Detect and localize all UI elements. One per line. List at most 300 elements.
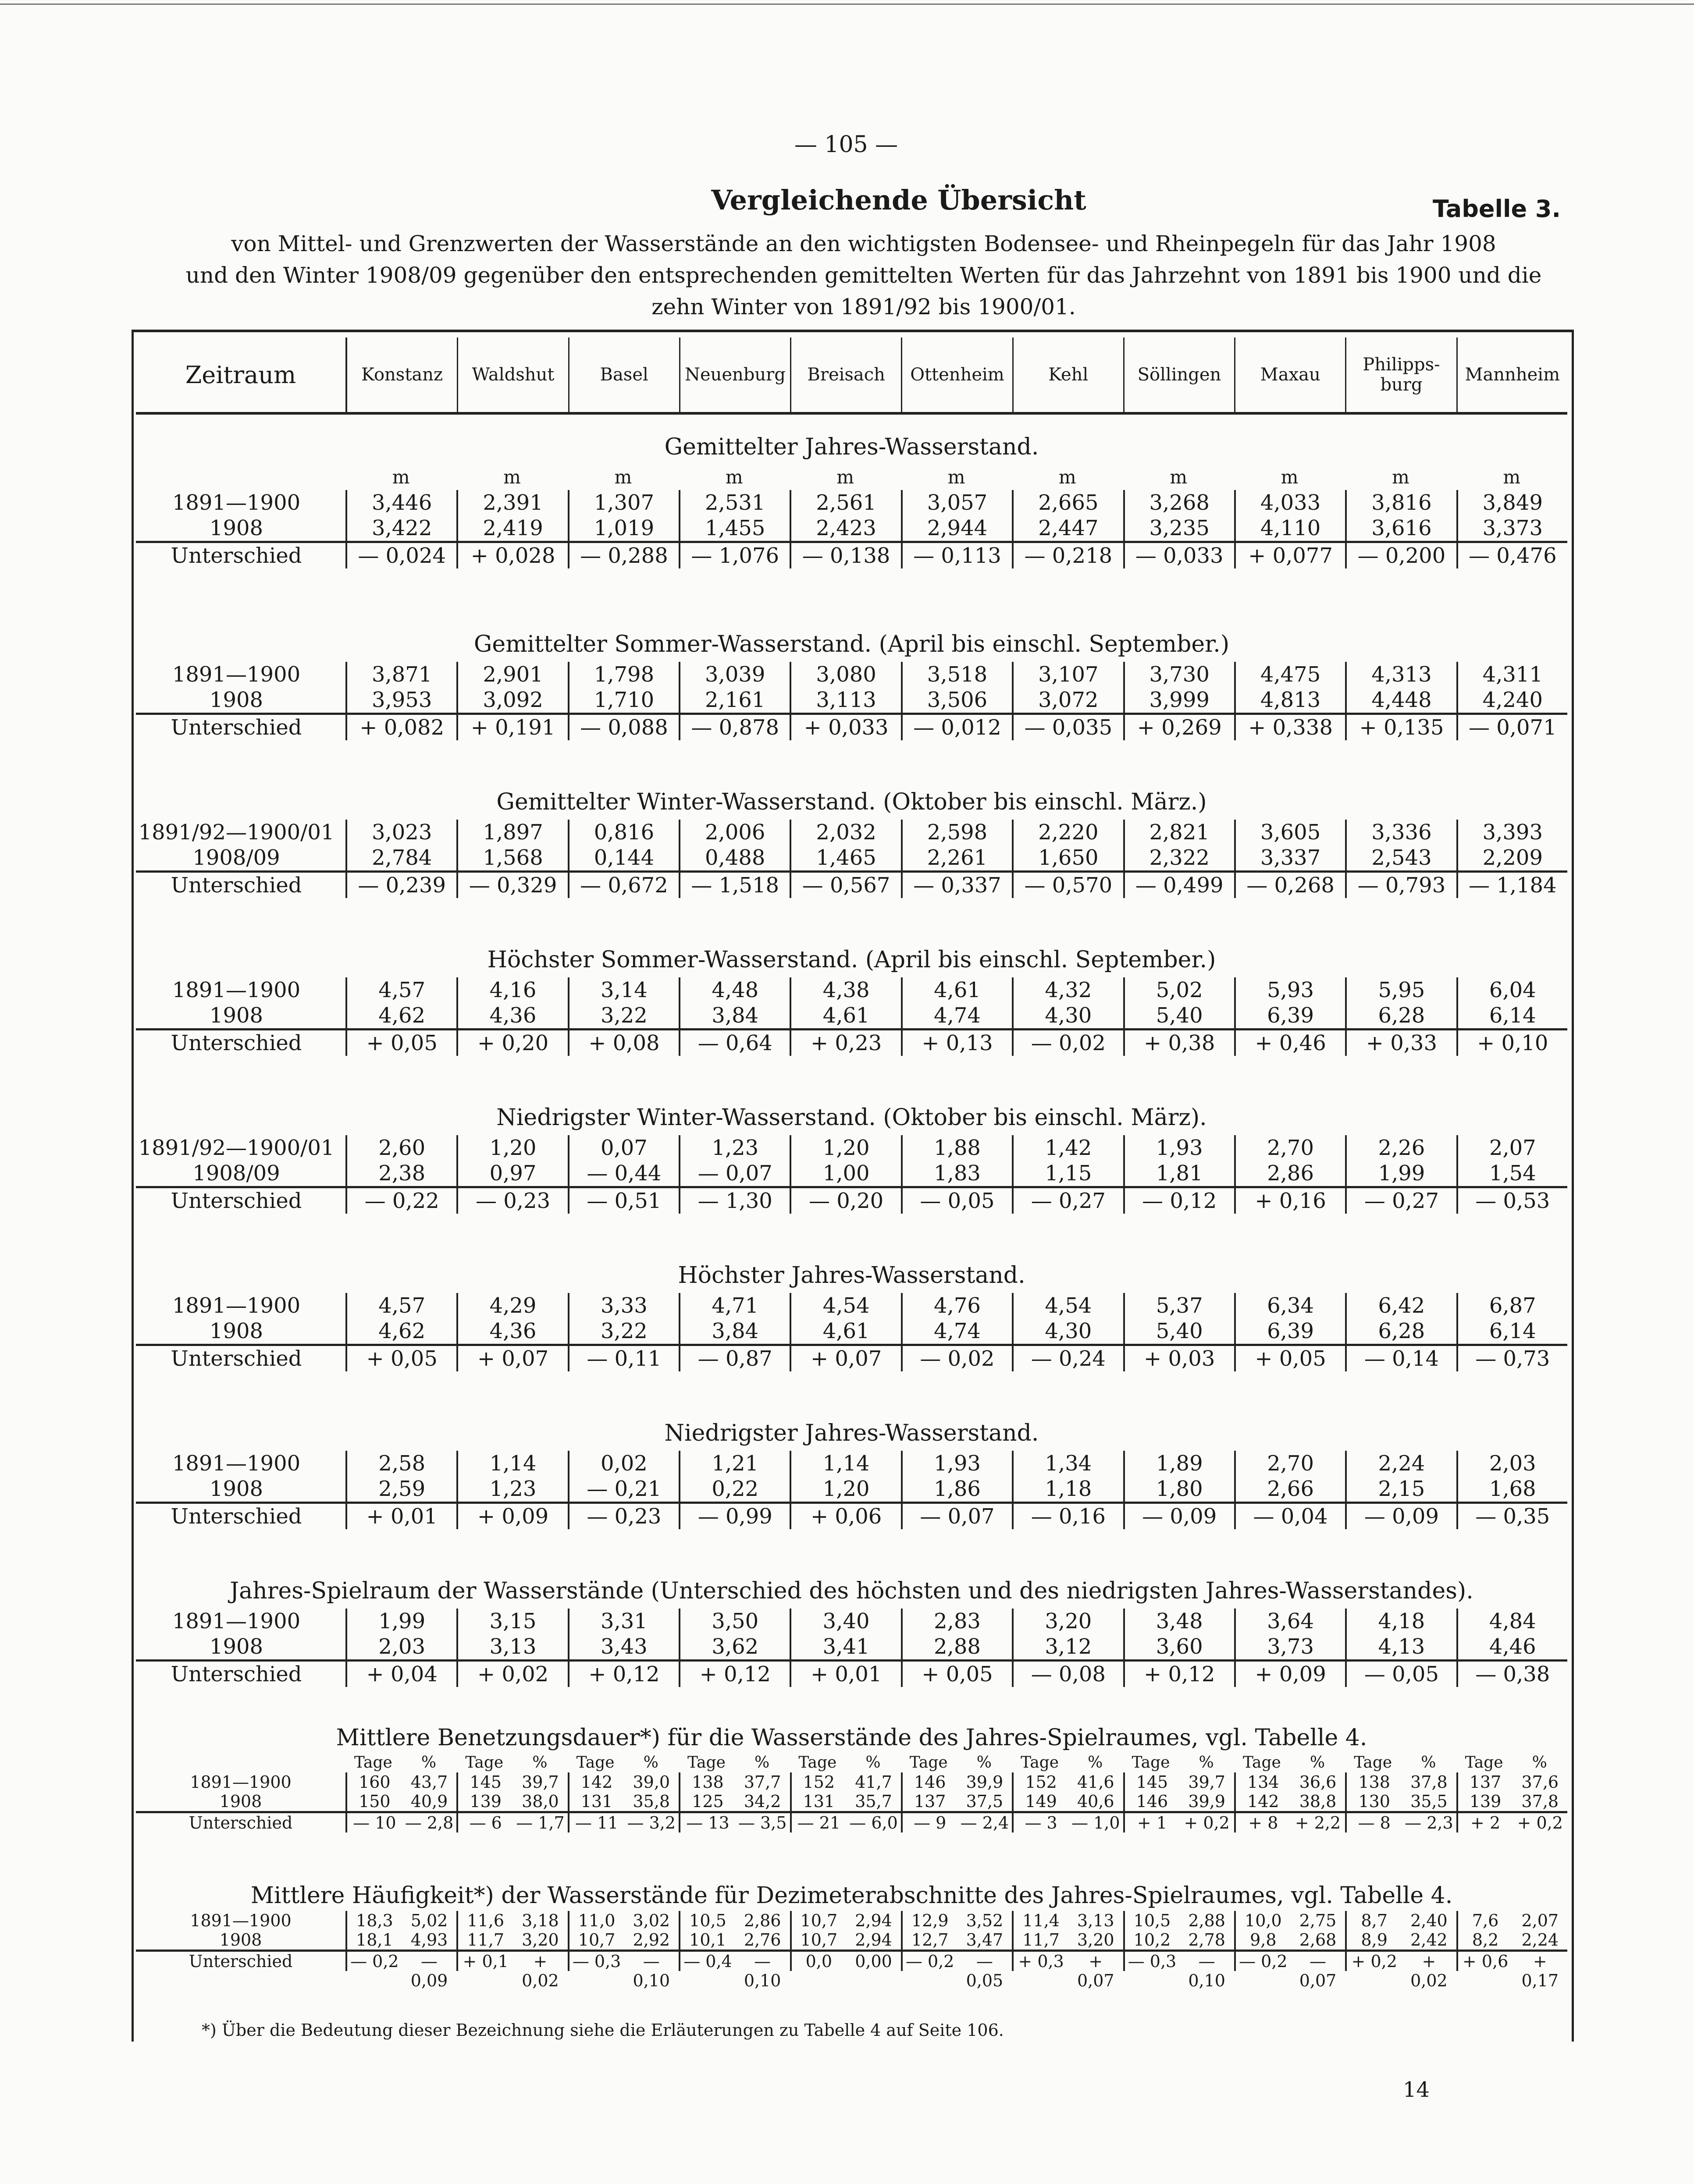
table-cell: 0,488 bbox=[679, 845, 790, 870]
table-cell: — 0,07 bbox=[1299, 1952, 1337, 1990]
table-cell: 1,00 bbox=[790, 1161, 900, 1186]
row-label: 1908 bbox=[209, 688, 263, 712]
table-cell: 3,268 bbox=[1123, 490, 1234, 515]
row-label: 1891—1900 bbox=[172, 978, 301, 1002]
section-title: Niedrigster Jahres-Wasserstand. bbox=[664, 1420, 1039, 1446]
table-row bbox=[136, 1003, 1567, 1028]
table-cell: 8,7 bbox=[1345, 1911, 1402, 1930]
subheader-cell: Tage bbox=[1132, 1754, 1170, 1772]
row-label: 1908/09 bbox=[192, 1161, 280, 1186]
table-cell: — 0,73 bbox=[1456, 1346, 1567, 1371]
table-cell: — 0,088 bbox=[568, 715, 679, 740]
table-cell: 4,54 bbox=[1012, 1293, 1123, 1318]
table-cell: 3,60 bbox=[1123, 1634, 1234, 1659]
table-cell: 3,336 bbox=[1345, 820, 1456, 845]
table-cell: — 0,239 bbox=[345, 873, 456, 898]
table-cell: — 0,09 bbox=[410, 1952, 448, 1990]
table-cell: 4,62 bbox=[345, 1318, 456, 1344]
table-cell: 43,7 bbox=[410, 1772, 448, 1792]
subheader-cell: Tage bbox=[1465, 1754, 1503, 1772]
table-cell: 6,04 bbox=[1456, 977, 1567, 1003]
table-cell: + 0,6 bbox=[1456, 1952, 1513, 1971]
table-cell: 18,3 bbox=[345, 1911, 402, 1930]
table-cell: 4,18 bbox=[1345, 1609, 1456, 1634]
table-cell: 2,531 bbox=[679, 490, 790, 515]
subheader-cell: % bbox=[421, 1754, 437, 1772]
table-cell: 2,784 bbox=[345, 845, 456, 870]
table-cell: 3,20 bbox=[1012, 1609, 1123, 1634]
table-cell: + 0,12 bbox=[1123, 1662, 1234, 1687]
table-cell: — 3 bbox=[1012, 1813, 1068, 1832]
table-cell: 2,88 bbox=[1188, 1911, 1225, 1930]
table-cell: 1,897 bbox=[456, 820, 567, 845]
section-title: Höchster Jahres-Wasserstand. bbox=[678, 1262, 1025, 1289]
table-cell: 1,20 bbox=[456, 1135, 567, 1161]
table-cell: 2,220 bbox=[1012, 820, 1123, 845]
table-cell: 3,953 bbox=[345, 687, 456, 713]
table-cell: — 0,23 bbox=[456, 1188, 567, 1214]
table-cell: 4,448 bbox=[1345, 687, 1456, 713]
table-cell: 5,37 bbox=[1123, 1293, 1234, 1318]
table-cell: — 13 bbox=[679, 1813, 735, 1832]
table-cell: — 0,570 bbox=[1012, 873, 1123, 898]
table-cell: 3,373 bbox=[1456, 515, 1567, 541]
table-cell: 1,21 bbox=[679, 1451, 790, 1476]
table-cell: 3,52 bbox=[966, 1911, 1004, 1930]
table-cell: 3,20 bbox=[1077, 1930, 1114, 1950]
table-cell: 5,40 bbox=[1123, 1003, 1234, 1028]
table-cell: 37,7 bbox=[744, 1772, 781, 1792]
table-cell: 0,22 bbox=[679, 1476, 790, 1502]
table-cell: 4,32 bbox=[1012, 977, 1123, 1003]
table-cell: 139 bbox=[1456, 1792, 1513, 1811]
header-station: Mannheim bbox=[1465, 365, 1560, 385]
table-cell: 4,36 bbox=[456, 1318, 567, 1344]
table-cell: 8,9 bbox=[1345, 1930, 1402, 1950]
table-row bbox=[136, 662, 1567, 687]
row-label: 1908 bbox=[209, 1634, 263, 1659]
table-cell: 11,4 bbox=[1012, 1911, 1068, 1930]
subheader-cell: Tage bbox=[1242, 1754, 1281, 1772]
subtitle bbox=[167, 228, 1561, 323]
table-cell: 37,8 bbox=[1521, 1792, 1559, 1811]
table-cell: — 0,071 bbox=[1456, 715, 1567, 740]
table-cell: 1,99 bbox=[345, 1609, 456, 1634]
table-cell: 130 bbox=[1345, 1792, 1402, 1811]
subheader-cell: Tage bbox=[576, 1754, 615, 1772]
row-label: 1891/92—1900/01 bbox=[138, 820, 335, 845]
table-cell: + 0,269 bbox=[1123, 715, 1234, 740]
table-cell: + 0,09 bbox=[1234, 1662, 1345, 1687]
table-cell: + 0,02 bbox=[1410, 1952, 1448, 1990]
table-cell: 3,20 bbox=[522, 1930, 559, 1950]
table-cell: — 0,567 bbox=[790, 873, 900, 898]
table-cell: 1,14 bbox=[790, 1451, 900, 1476]
subheader-cell: Tage bbox=[354, 1754, 392, 1772]
benetzung-subheader bbox=[136, 1753, 1567, 1772]
table-cell: 2,86 bbox=[1234, 1161, 1345, 1186]
table-cell: + 0,10 bbox=[1456, 1030, 1567, 1056]
row-label: 1891—1900 bbox=[190, 1772, 292, 1792]
table-cell: 4,57 bbox=[345, 977, 456, 1003]
header-zeitraum: Zeitraum bbox=[136, 337, 347, 412]
table-cell: 40,6 bbox=[1077, 1792, 1114, 1811]
table-cell: 10,5 bbox=[1123, 1911, 1180, 1930]
table-cell: 10,2 bbox=[1123, 1930, 1180, 1950]
row-label: 1891—1900 bbox=[172, 490, 301, 515]
table-cell: 1,93 bbox=[1123, 1135, 1234, 1161]
table-cell: + 0,2 bbox=[1184, 1813, 1230, 1832]
subheader-cell: Tage bbox=[465, 1754, 504, 1772]
table-cell: 2,66 bbox=[1234, 1476, 1345, 1502]
table-cell: 11,0 bbox=[568, 1911, 624, 1930]
row-label: 1891/92—1900/01 bbox=[138, 1136, 335, 1160]
table-cell: 10,7 bbox=[790, 1930, 847, 1950]
header-station: Kehl bbox=[1014, 337, 1125, 412]
table-cell: 4,033 bbox=[1234, 490, 1345, 515]
table-cell: — 0,05 bbox=[901, 1188, 1012, 1214]
table-cell: 2,901 bbox=[456, 662, 567, 687]
table-cell: — 0,53 bbox=[1456, 1188, 1567, 1214]
table-cell: — 0,878 bbox=[679, 715, 790, 740]
row-label: 1891—1900 bbox=[172, 1293, 301, 1318]
table-row bbox=[136, 1911, 1567, 1930]
table-cell: — 1,076 bbox=[679, 543, 790, 568]
table-cell: 4,74 bbox=[901, 1318, 1012, 1344]
table-cell: 138 bbox=[679, 1772, 735, 1792]
table-cell: + 0,338 bbox=[1234, 715, 1345, 740]
row-label: 1908 bbox=[219, 1792, 262, 1811]
table-cell: 10,1 bbox=[679, 1930, 735, 1950]
table-cell: 41,7 bbox=[855, 1772, 892, 1792]
table-cell: — 0,07 bbox=[679, 1161, 790, 1186]
table-cell: 3,22 bbox=[568, 1003, 679, 1028]
table-cell: 2,60 bbox=[345, 1135, 456, 1161]
table-cell: 6,34 bbox=[1234, 1293, 1345, 1318]
header-station: Philipps- burg bbox=[1346, 337, 1457, 412]
table-cell: 1,20 bbox=[790, 1135, 900, 1161]
table-cell: + 0,082 bbox=[345, 715, 456, 740]
table-cell: 2,40 bbox=[1410, 1911, 1448, 1930]
subheader-spacer bbox=[136, 1753, 345, 1772]
table-cell: 6,28 bbox=[1345, 1318, 1456, 1344]
table-cell: 146 bbox=[901, 1772, 957, 1792]
table-cell: + 0,033 bbox=[790, 715, 900, 740]
table-cell: 2,423 bbox=[790, 515, 900, 541]
table-cell: — 0,113 bbox=[901, 543, 1012, 568]
subheader-cell: % bbox=[643, 1754, 658, 1772]
table-cell: 11,7 bbox=[1012, 1930, 1068, 1950]
table-cell: — 0,07 bbox=[901, 1504, 1012, 1529]
benetzung-title: Mittlere Benetzungsdauer*) für die Wasserstände des Jahres-Spielraumes, vgl. Tabelle 4. bbox=[336, 1725, 1367, 1751]
table-row bbox=[136, 1634, 1567, 1659]
table-cell: + 0,17 bbox=[1521, 1952, 1559, 1990]
section-title: Jahres-Spielraum der Wasserstände (Unterschied des höchsten und des niedrigsten Jahres-Wasserstandes). bbox=[230, 1578, 1473, 1604]
table-cell: 0,00 bbox=[855, 1952, 892, 1971]
table-cell: — 0,99 bbox=[679, 1504, 790, 1529]
table-cell: 4,46 bbox=[1456, 1634, 1567, 1659]
table-cell: 1,798 bbox=[568, 662, 679, 687]
subheader-cell: Tage bbox=[687, 1754, 726, 1772]
table-cell: — 0,27 bbox=[1345, 1188, 1456, 1214]
table-cell: 3,13 bbox=[1077, 1911, 1114, 1930]
table-cell: 3,14 bbox=[568, 977, 679, 1003]
section bbox=[136, 785, 1567, 898]
table-cell: — 0,672 bbox=[568, 873, 679, 898]
table-cell: 150 bbox=[345, 1792, 402, 1811]
table-cell: 1,019 bbox=[568, 515, 679, 541]
table-cell: + 0,191 bbox=[456, 715, 567, 740]
table-cell: + 0,23 bbox=[790, 1030, 900, 1056]
table-cell: — 0,64 bbox=[679, 1030, 790, 1056]
table-cell: 2,322 bbox=[1123, 845, 1234, 870]
table-cell: 4,38 bbox=[790, 977, 900, 1003]
table-cell: — 0,024 bbox=[345, 543, 456, 568]
row-label: 1908/09 bbox=[192, 845, 280, 870]
table-cell: 1,80 bbox=[1123, 1476, 1234, 1502]
table-cell: 36,6 bbox=[1299, 1772, 1337, 1792]
table-cell: 6,14 bbox=[1456, 1318, 1567, 1344]
table-cell: 4,84 bbox=[1456, 1609, 1567, 1634]
table-cell: 12,7 bbox=[901, 1930, 957, 1950]
table-row bbox=[136, 1186, 1567, 1214]
subheader-cell: % bbox=[865, 1754, 881, 1772]
table-cell: 3,518 bbox=[901, 662, 1012, 687]
table-cell: 2,42 bbox=[1410, 1930, 1448, 1950]
unit-cell: m bbox=[836, 466, 854, 488]
table-cell: 4,30 bbox=[1012, 1003, 1123, 1028]
table-cell: 4,54 bbox=[790, 1293, 900, 1318]
row-label: Unterschied bbox=[171, 1504, 302, 1529]
table-row bbox=[136, 687, 1567, 713]
section bbox=[136, 430, 1567, 568]
row-label: 1891—1900 bbox=[190, 1911, 292, 1930]
unit-cell: m bbox=[392, 466, 410, 488]
subheader-cell: Tage bbox=[1021, 1754, 1059, 1772]
subheader-cell: % bbox=[1199, 1754, 1214, 1772]
table-cell: — 0,11 bbox=[568, 1346, 679, 1371]
table-cell: — 0,51 bbox=[568, 1188, 679, 1214]
table-cell: 6,14 bbox=[1456, 1003, 1567, 1028]
table-cell: — 0,10 bbox=[744, 1952, 781, 1990]
table-cell: 1,20 bbox=[790, 1476, 900, 1502]
table-cell: — 8 bbox=[1345, 1813, 1402, 1832]
table-cell: + 0,06 bbox=[790, 1504, 900, 1529]
table-cell: 3,22 bbox=[568, 1318, 679, 1344]
table-cell: + 0,2 bbox=[1345, 1952, 1402, 1971]
table-cell: 5,93 bbox=[1234, 977, 1345, 1003]
table-cell: 6,28 bbox=[1345, 1003, 1456, 1028]
table-cell: — 0,288 bbox=[568, 543, 679, 568]
section bbox=[136, 1100, 1567, 1214]
table-cell: 3,422 bbox=[345, 515, 456, 541]
header-station: Basel bbox=[569, 337, 680, 412]
table-cell: 2,561 bbox=[790, 490, 900, 515]
row-label: Unterschied bbox=[171, 715, 302, 740]
table-cell: 34,2 bbox=[744, 1792, 781, 1811]
subheader-cell: Tage bbox=[1354, 1754, 1392, 1772]
table-cell: 2,161 bbox=[679, 687, 790, 713]
table-cell: 11,6 bbox=[456, 1911, 513, 1930]
row-label: Unterschied bbox=[171, 1346, 302, 1371]
table-cell: 142 bbox=[1234, 1792, 1291, 1811]
table-cell: + 0,1 bbox=[456, 1952, 513, 1971]
table-cell: 38,0 bbox=[522, 1792, 559, 1811]
header-station: Breisach bbox=[791, 337, 902, 412]
table-row bbox=[136, 713, 1567, 740]
subheader-cell: % bbox=[532, 1754, 548, 1772]
table-cell: 3,080 bbox=[790, 662, 900, 687]
table-row bbox=[136, 1135, 1567, 1161]
table-cell: — 9 bbox=[901, 1813, 957, 1832]
table-cell: 5,95 bbox=[1345, 977, 1456, 1003]
table-cell: 137 bbox=[901, 1792, 957, 1811]
table-row bbox=[136, 977, 1567, 1003]
table-cell: 3,12 bbox=[1012, 1634, 1123, 1659]
row-label: 1908 bbox=[209, 516, 263, 540]
table-cell: — 0,12 bbox=[1123, 1188, 1234, 1214]
table-cell: 3,616 bbox=[1345, 515, 1456, 541]
table-row bbox=[136, 1930, 1567, 1950]
benetzung-section bbox=[136, 1722, 1567, 1832]
table-cell: — 0,21 bbox=[568, 1476, 679, 1502]
table-cell: 2,76 bbox=[744, 1930, 781, 1950]
table-cell: 2,665 bbox=[1012, 490, 1123, 515]
table-cell: — 0,05 bbox=[1345, 1662, 1456, 1687]
table-cell: 2,032 bbox=[790, 820, 900, 845]
table-cell: 2,24 bbox=[1521, 1930, 1559, 1950]
table-cell: 3,62 bbox=[679, 1634, 790, 1659]
table-cell: + 0,01 bbox=[790, 1662, 900, 1687]
table-cell: 2,70 bbox=[1234, 1451, 1345, 1476]
table-cell: — 0,08 bbox=[1012, 1662, 1123, 1687]
table-cell: 3,33 bbox=[568, 1293, 679, 1318]
table-cell: + 0,16 bbox=[1234, 1188, 1345, 1214]
table-cell: — 0,033 bbox=[1123, 543, 1234, 568]
table-cell: + 0,028 bbox=[456, 543, 567, 568]
table-cell: 4,57 bbox=[345, 1293, 456, 1318]
table-cell: 2,07 bbox=[1521, 1911, 1559, 1930]
table-cell: 2,94 bbox=[855, 1911, 892, 1930]
table-cell: 9,8 bbox=[1234, 1930, 1291, 1950]
table-cell: — 0,02 bbox=[1012, 1030, 1123, 1056]
table-cell: 125 bbox=[679, 1792, 735, 1811]
top-rule bbox=[0, 4, 1694, 5]
table-cell: 2,78 bbox=[1188, 1930, 1225, 1950]
table-cell: 152 bbox=[1012, 1772, 1068, 1792]
table-cell: 4,74 bbox=[901, 1003, 1012, 1028]
table-cell: + 0,46 bbox=[1234, 1030, 1345, 1056]
table-cell: 4,29 bbox=[456, 1293, 567, 1318]
subtitle-line-1: von Mittel- und Grenzwerten der Wasserstände an den wichtigsten Bodensee- und Rheinpegeln für das Jahr 1908 bbox=[231, 231, 1496, 256]
header-station: Neuenburg bbox=[680, 337, 791, 412]
table-cell: 3,02 bbox=[633, 1911, 670, 1930]
table-cell: 2,24 bbox=[1345, 1451, 1456, 1476]
table-cell: 2,419 bbox=[456, 515, 567, 541]
footnote: *) Über die Bedeutung dieser Bezeichnung siehe die Erläuterungen zu Tabelle 4 auf Seite 106. bbox=[202, 2021, 1004, 2040]
table-cell: 10,5 bbox=[679, 1911, 735, 1930]
table-cell: — 1,184 bbox=[1456, 873, 1567, 898]
leaf-number: 14 bbox=[1403, 2077, 1430, 2102]
table-cell: + 0,05 bbox=[345, 1030, 456, 1056]
table-cell: — 0,2 bbox=[901, 1952, 957, 1971]
unit-label-spacer bbox=[136, 465, 345, 490]
table-cell: 3,092 bbox=[456, 687, 567, 713]
table-cell: 3,506 bbox=[901, 687, 1012, 713]
section-title: Gemittelter Sommer-Wasserstand. (April bis einschl. September.) bbox=[473, 631, 1230, 657]
table-cell: 4,93 bbox=[410, 1930, 448, 1950]
table-cell: 1,89 bbox=[1123, 1451, 1234, 1476]
table-cell: + 0,05 bbox=[901, 1662, 1012, 1687]
table-cell: — 0,2 bbox=[1234, 1952, 1291, 1971]
table-cell: + 0,12 bbox=[568, 1662, 679, 1687]
table-cell: 12,9 bbox=[901, 1911, 957, 1930]
unit-cell: m bbox=[503, 466, 521, 488]
section bbox=[136, 1258, 1567, 1371]
table-cell: 0,02 bbox=[568, 1451, 679, 1476]
row-label: 1891—1900 bbox=[172, 662, 301, 687]
section-title: Höchster Sommer-Wasserstand. (April bis einschl. September.) bbox=[487, 947, 1216, 973]
table-cell: 3,84 bbox=[679, 1318, 790, 1344]
table-cell: 3,40 bbox=[790, 1609, 900, 1634]
table-cell: 131 bbox=[790, 1792, 847, 1811]
table-cell: — 0,200 bbox=[1345, 543, 1456, 568]
table-cell: — 0,4 bbox=[679, 1952, 735, 1971]
table-cell: 2,944 bbox=[901, 515, 1012, 541]
table-cell: — 0,04 bbox=[1234, 1504, 1345, 1529]
table-cell: + 0,20 bbox=[456, 1030, 567, 1056]
table-cell: 3,393 bbox=[1456, 820, 1567, 845]
table-cell: 4,813 bbox=[1234, 687, 1345, 713]
table-cell: 137 bbox=[1456, 1772, 1513, 1792]
page-number: — 105 — bbox=[794, 131, 898, 158]
table-cell: 1,23 bbox=[456, 1476, 567, 1502]
table-cell: 4,61 bbox=[901, 977, 1012, 1003]
table-cell: 3,15 bbox=[456, 1609, 567, 1634]
row-label: Unterschied bbox=[171, 1189, 302, 1213]
table-cell: 35,7 bbox=[855, 1792, 892, 1811]
table-cell: — 2,4 bbox=[960, 1813, 1009, 1832]
row-label: Unterschied bbox=[171, 1031, 302, 1055]
unit-cell: m bbox=[1170, 466, 1188, 488]
subheader-cell: Tage bbox=[909, 1754, 948, 1772]
table-cell: 10,7 bbox=[790, 1911, 847, 1930]
page-title: Vergleichende Übersicht bbox=[711, 184, 1086, 216]
subheader-cell: % bbox=[1310, 1754, 1325, 1772]
table-cell: 3,605 bbox=[1234, 820, 1345, 845]
table-cell: — 0,05 bbox=[966, 1952, 1004, 1990]
table-cell: — 0,2 bbox=[345, 1952, 402, 1971]
table-cell: 11,7 bbox=[456, 1930, 513, 1950]
subheader-cell: % bbox=[1421, 1754, 1436, 1772]
row-label: 1908 bbox=[209, 1003, 263, 1028]
table-cell: 2,598 bbox=[901, 820, 1012, 845]
table-cell: + 8 bbox=[1234, 1813, 1291, 1832]
table-row bbox=[136, 1772, 1567, 1792]
table-cell: 35,5 bbox=[1410, 1792, 1448, 1811]
table-cell: 1,83 bbox=[901, 1161, 1012, 1186]
table-cell: 1,650 bbox=[1012, 845, 1123, 870]
table-cell: 3,072 bbox=[1012, 687, 1123, 713]
table-cell: — 0,476 bbox=[1456, 543, 1567, 568]
table-cell: — 0,23 bbox=[568, 1504, 679, 1529]
table-cell: 3,41 bbox=[790, 1634, 900, 1659]
row-label: 1908 bbox=[219, 1930, 262, 1950]
table-cell: 39,9 bbox=[966, 1772, 1004, 1792]
table-cell: 4,61 bbox=[790, 1318, 900, 1344]
table-cell: 18,1 bbox=[345, 1930, 402, 1950]
table-row bbox=[136, 1950, 1567, 1990]
